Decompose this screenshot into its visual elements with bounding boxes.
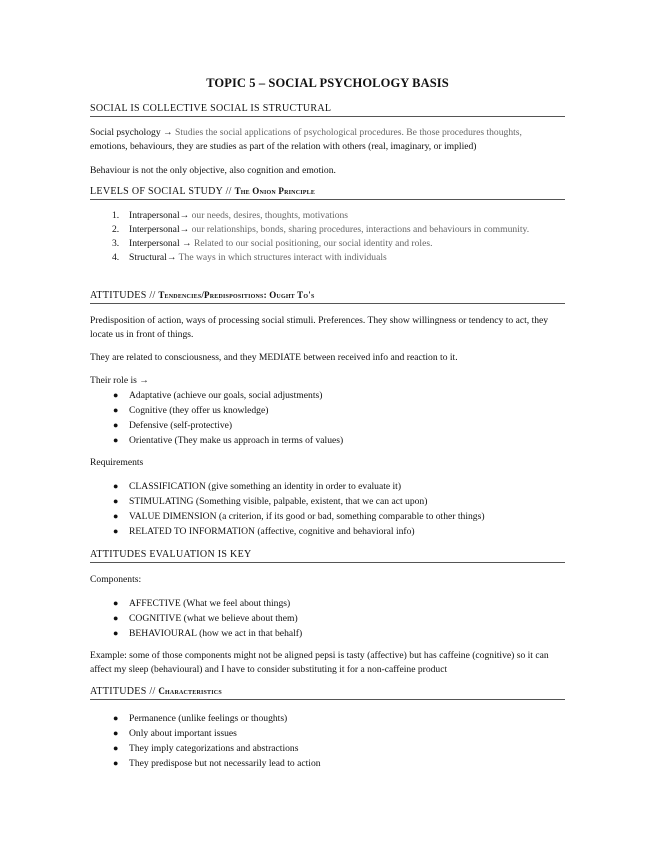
heading-attitudes-sub: Tendencies/Predispositions: Ought To's <box>158 290 315 300</box>
list-item-text: Orientative (They make us approach in terms of values) <box>129 435 344 446</box>
bullet-icon: ● <box>113 390 119 400</box>
list-item-text: Permanence (unlike feelings or thoughts) <box>129 713 288 724</box>
list-item <box>90 433 565 448</box>
bullet-icon: ● <box>113 481 119 491</box>
bullet-icon: ● <box>113 526 119 536</box>
social-psychology-definition: Studies the social applications of psychological procedures. Be those procedures thoughts, <box>175 127 522 138</box>
list-number: 2. <box>112 224 120 235</box>
bullet-icon: ● <box>113 613 119 623</box>
list-item-text: They imply categorizations and abstractions <box>129 743 299 754</box>
list-item <box>90 596 565 611</box>
paragraph-mediate: They are related to consciousness, and they MEDIATE between received info and reaction to it. <box>90 352 458 363</box>
level-term: Interpersonal → <box>129 238 195 249</box>
roles-list <box>90 388 565 448</box>
list-item-text: They predispose but not necessarily lead to action <box>129 758 321 769</box>
paragraph-predisposition: Predisposition of action, ways of processing social stimuli. Preferences. They show willingness or tendency to act, they locate us in front of things. <box>90 315 549 340</box>
list-item <box>90 509 565 524</box>
heading-levels-sub: The Onion Principle <box>234 186 316 196</box>
section-heading-characteristics <box>90 686 565 700</box>
list-item <box>90 741 565 756</box>
page-title: TOPIC 5 – SOCIAL PSYCHOLOGY BASIS <box>206 76 449 90</box>
list-item <box>90 403 565 418</box>
list-item <box>90 223 565 237</box>
section-heading-levels <box>90 186 565 200</box>
bullet-icon: ● <box>113 511 119 521</box>
list-item <box>90 611 565 626</box>
list-number: 1. <box>112 210 120 221</box>
list-item <box>90 756 565 771</box>
section-heading-social-collective: SOCIAL IS COLLECTIVE SOCIAL IS STRUCTURAL <box>90 103 565 117</box>
list-item-text: Only about important issues <box>129 728 237 739</box>
list-item-text: VALUE DIMENSION (a criterion, if its good or bad, something comparable to other things) <box>129 511 485 522</box>
list-item <box>90 388 565 403</box>
bullet-icon: ● <box>113 405 119 415</box>
term-social-psychology: Social psychology → <box>90 127 176 138</box>
components-list <box>90 596 565 641</box>
section-heading-attitudes-tendencies <box>90 290 565 304</box>
bullet-icon: ● <box>113 496 119 506</box>
list-item <box>90 479 565 494</box>
section-heading-evaluation: ATTITUDES EVALUATION IS KEY <box>90 549 565 563</box>
list-item-text: CLASSIFICATION (give something an identity in order to evaluate it) <box>129 481 402 492</box>
level-term: Intrapersonal→ <box>129 210 192 221</box>
list-item <box>90 251 565 265</box>
list-item-text: Defensive (self-protective) <box>129 420 233 431</box>
characteristics-list <box>90 711 565 771</box>
heading-characteristics-sub: Characteristics <box>158 686 222 696</box>
list-item <box>90 524 565 539</box>
requirements-label: Requirements <box>90 457 144 468</box>
level-desc: Related to our social positioning, our social identity and roles. <box>194 238 433 249</box>
bullet-icon: ● <box>113 758 119 768</box>
list-item <box>90 418 565 433</box>
list-item <box>90 209 565 223</box>
bullet-icon: ● <box>113 713 119 723</box>
list-item-text: AFFECTIVE (What we feel about things) <box>129 598 291 609</box>
list-item <box>90 626 565 641</box>
role-label: Their role is → <box>90 375 149 386</box>
requirements-list <box>90 479 565 539</box>
level-term: Interpersonal→ <box>129 224 192 235</box>
list-item-text: RELATED TO INFORMATION (affective, cognitive and behavioral info) <box>129 526 415 537</box>
list-item-text: STIMULATING (Something visible, palpable, existent, that we can act upon) <box>129 496 428 507</box>
social-psychology-definition-cont: emotions, behaviours, they are studies as part of the relation with others (real, imaginary, or implied) <box>90 141 477 152</box>
components-label: Components: <box>90 574 142 585</box>
list-item <box>90 237 565 251</box>
list-item <box>90 711 565 726</box>
paragraph-behaviour: Behaviour is not the only objective, also cognition and emotion. <box>90 165 336 176</box>
list-item <box>90 494 565 509</box>
bullet-icon: ● <box>113 628 119 638</box>
paragraph-example: Example: some of those components might not be aligned pepsi is tasty (affective) but has caffeine (cognitive) so it can affect my sleep (behavioural) and I have to consider substituting it for a non-caffeine product <box>90 650 549 675</box>
bullet-icon: ● <box>113 743 119 753</box>
list-item-text: Adaptative (achieve our goals, social adjustments) <box>129 390 323 401</box>
list-item-text: COGNITIVE (what we believe about them) <box>129 613 298 624</box>
heading-attitudes-main: ATTITUDES // <box>90 290 159 301</box>
list-item <box>90 726 565 741</box>
list-number: 3. <box>112 238 120 249</box>
bullet-icon: ● <box>113 435 119 445</box>
heading-levels-main: LEVELS OF SOCIAL STUDY // <box>90 186 235 197</box>
list-item-text: Cognitive (they offer us knowledge) <box>129 405 269 416</box>
heading-characteristics-main: ATTITUDES // <box>90 686 159 697</box>
bullet-icon: ● <box>113 728 119 738</box>
list-item-text: BEHAVIOURAL (how we act in that behalf) <box>129 628 303 639</box>
level-desc: our relationships, bonds, sharing procedures, interactions and behaviours in community. <box>191 224 530 235</box>
list-number: 4. <box>112 252 120 263</box>
levels-list <box>90 209 565 265</box>
level-desc: our needs, desires, thoughts, motivations <box>191 210 349 221</box>
bullet-icon: ● <box>113 598 119 608</box>
paragraph-social-psychology <box>90 126 565 154</box>
level-term: Structural→ <box>129 252 179 263</box>
bullet-icon: ● <box>113 420 119 430</box>
level-desc: The ways in which structures interact with individuals <box>178 252 387 263</box>
